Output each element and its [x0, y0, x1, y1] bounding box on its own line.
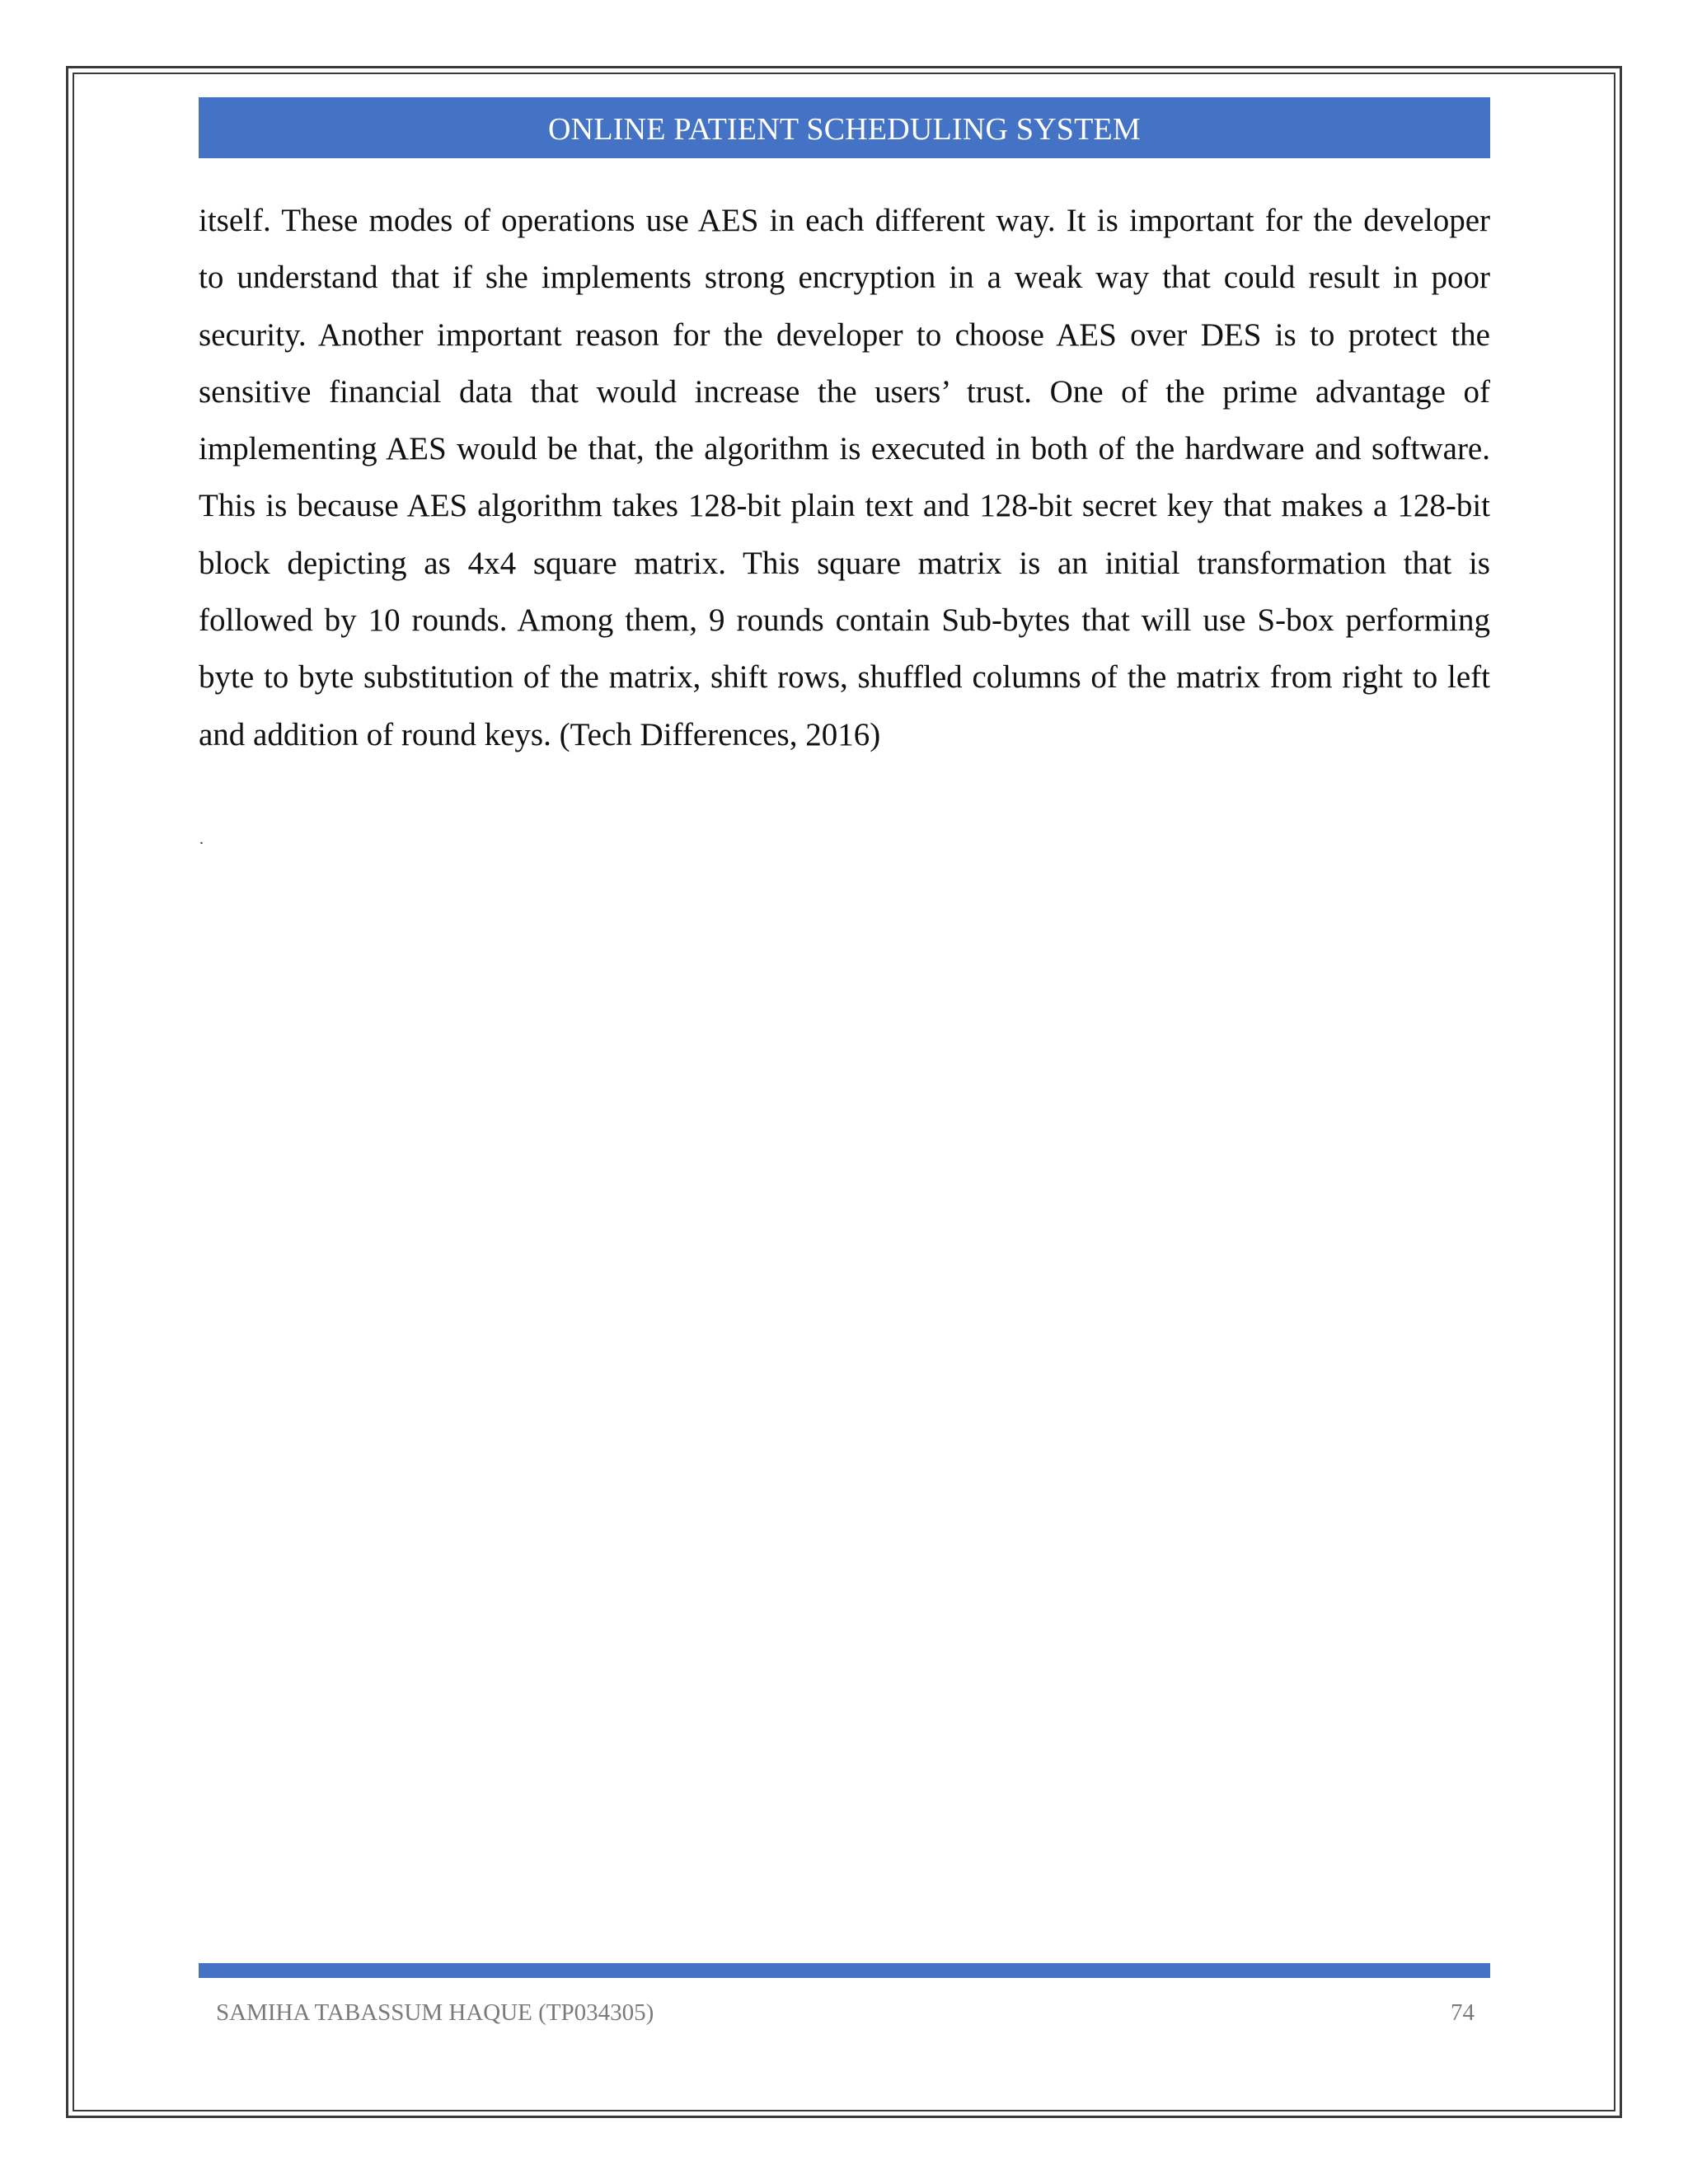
- header-title: ONLINE PATIENT SCHEDULING SYSTEM: [548, 112, 1141, 147]
- body-line: sensitive financial data that would increase the users’ trust. One of the prime advantage of: [199, 373, 1490, 410]
- body-line: This is because AES algorithm takes 128-bit plain text and 128-bit secret key that makes a 128-bit: [199, 488, 1490, 524]
- body-line: itself. These modes of operations use AES in each different way. It is important for the developer: [199, 203, 1490, 238]
- body-line: security. Another important reason for the developer to choose AES over DES is to protect the: [199, 316, 1490, 353]
- stray-mark: .: [199, 830, 204, 848]
- header-bar: [199, 97, 1490, 158]
- body-line: to understand that if she implements strong encryption in a weak way that could result in poor: [199, 260, 1490, 296]
- body-line: byte to byte substitution of the matrix, shift rows, shuffled columns of the matrix from right to left: [199, 659, 1490, 696]
- body-line: implementing AES would be that, the algorithm is executed in both of the hardware and software.: [199, 431, 1490, 467]
- body-line: followed by 10 rounds. Among them, 9 rounds contain Sub-bytes that will use S-box performing: [199, 602, 1490, 639]
- body-line: block depicting as 4x4 square matrix. This square matrix is an initial transformation that is: [199, 545, 1490, 581]
- footer-bar: [199, 1963, 1490, 1978]
- body-line-last: and addition of round keys. (Tech Differences, 2016): [199, 716, 881, 752]
- footer-author: SAMIHA TABASSUM HAQUE (TP034305): [216, 1999, 654, 2026]
- page-number: 74: [1451, 1999, 1475, 2026]
- body-paragraph: [199, 192, 1490, 763]
